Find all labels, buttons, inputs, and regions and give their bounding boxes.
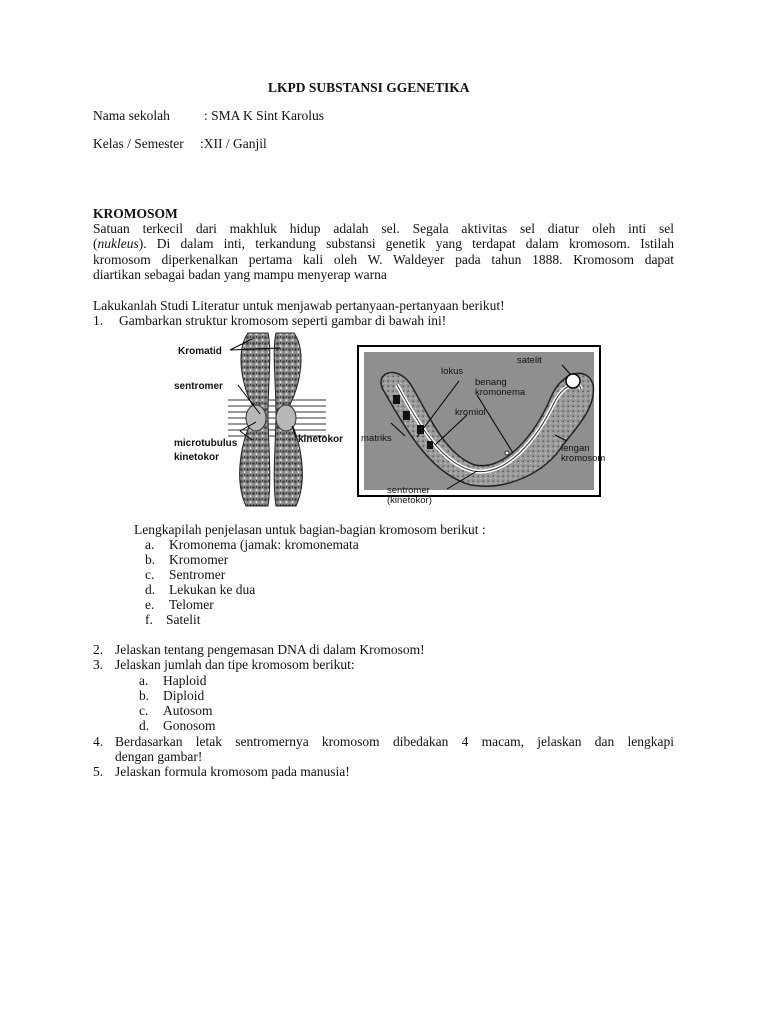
nucleus-term: nukleus xyxy=(97,236,139,252)
intro-line-2: (nukleus). Di dalam inti, terkandung substansi genetik yang terdapat dalam kromosom. Istilah xyxy=(93,236,674,252)
q4-number: 4. xyxy=(93,734,104,749)
intro-line-3: kromosom diperkenalkan pertama kali oleh W. Waldeyer pada tahun 1888. Kromosom dapat xyxy=(93,251,674,267)
label-lengan: lengan xyxy=(561,443,590,454)
q1-item-text: Lekukan ke dua xyxy=(169,582,256,597)
label-kinetokor: kinetokor xyxy=(298,434,344,445)
q1-item-letter: d. xyxy=(145,582,156,597)
satellite-circle xyxy=(566,374,580,388)
q1-item-text: Satelit xyxy=(166,612,201,627)
figure-chromosome-parts xyxy=(357,345,617,508)
label-microtubulus-kinetokor: kinetokor xyxy=(174,452,220,463)
q4-line-2: dengan gambar! xyxy=(115,749,203,764)
q4-line-1: Berdasarkan letak sentromernya kromosom dibedakan 4 macam, jelaskan dan lengkapi xyxy=(115,734,674,749)
label-benang: benang xyxy=(475,377,507,388)
class-semester-value: :XII / Ganjil xyxy=(200,136,267,151)
intro-line-1: Satuan terkecil dari makhluk hidup adalah sel. Segala aktivitas sel diatur oleh inti sel xyxy=(93,221,674,236)
q3-item-text: Gonosom xyxy=(163,718,216,733)
intro-line-4: diartikan sebagai badan yang mampu menyerap warna xyxy=(93,266,387,282)
q2-text: Jelaskan tentang pengemasan DNA di dalam Kromosom! xyxy=(115,642,425,657)
label-kromonema: kromonema xyxy=(475,387,526,398)
label-kinetokor-2: (kinetokor) xyxy=(387,495,432,506)
q1-item-text: Kromomer xyxy=(169,552,229,567)
q3-item-letter: a. xyxy=(139,673,149,688)
q1-item-letter: a. xyxy=(145,537,155,552)
intro-paragraph xyxy=(93,221,674,282)
q3-item-letter: b. xyxy=(139,688,150,703)
instruction: Lakukanlah Studi Literatur untuk menjawab pertanyaan-pertanyaan berikut! xyxy=(93,298,505,313)
label-satelit: satelit xyxy=(517,355,542,366)
q3-text: Jelaskan jumlah dan tipe kromosom berikut: xyxy=(115,657,355,672)
label-sentromer: sentromer xyxy=(174,381,223,392)
centromere-dot xyxy=(505,451,509,455)
q1-item-letter: b. xyxy=(145,552,156,567)
q1-item-text: Telomer xyxy=(169,597,214,612)
q1-item-text: Kromonema (jamak: kromonemata xyxy=(169,537,359,552)
q5-text: Jelaskan formula kromosom pada manusia! xyxy=(115,764,350,779)
q1-item-letter: f. xyxy=(145,612,153,627)
q2-number: 2. xyxy=(93,642,104,657)
q3-item-letter: c. xyxy=(139,703,149,718)
q1-item-letter: c. xyxy=(145,567,155,582)
school-name-label: Nama sekolah xyxy=(93,108,170,123)
q1-sub-intro: Lengkapilah penjelasan untuk bagian-bagian kromosom berikut : xyxy=(134,522,486,537)
q5-number: 5. xyxy=(93,764,104,779)
label-microtubulus: microtubulus xyxy=(174,438,238,449)
q1-text: Gambarkan struktur kromosom seperti gambar di bawah ini! xyxy=(119,313,447,328)
label-lengan-kromosom: kromosom xyxy=(561,453,606,464)
label-matriks: matriks xyxy=(361,433,392,444)
section-heading: KROMOSOM xyxy=(93,206,178,221)
q3-item-text: Diploid xyxy=(163,688,205,703)
q4-text xyxy=(115,734,674,764)
class-semester-label: Kelas / Semester xyxy=(93,136,184,151)
q1-item-text: Sentromer xyxy=(169,567,226,582)
school-name-value: : SMA K Sint Karolus xyxy=(204,108,325,123)
q3-item-text: Haploid xyxy=(163,673,207,688)
q3-number: 3. xyxy=(93,657,104,672)
label-lokus: lokus xyxy=(441,366,464,377)
q3-item-letter: d. xyxy=(139,718,150,733)
kinetochore-right xyxy=(276,405,296,431)
figure-chromosome-structure xyxy=(168,330,356,510)
q1-number: 1. xyxy=(93,313,104,328)
q3-item-text: Autosom xyxy=(163,703,213,718)
label-kromatid: Kromatid xyxy=(178,346,222,357)
label-kromiol: kromiol xyxy=(455,407,486,418)
q1-item-letter: e. xyxy=(145,597,155,612)
label-sentromer-2: sentromer xyxy=(387,485,430,496)
page-title: LKPD SUBSTANSI GGENETIKA xyxy=(268,80,470,95)
